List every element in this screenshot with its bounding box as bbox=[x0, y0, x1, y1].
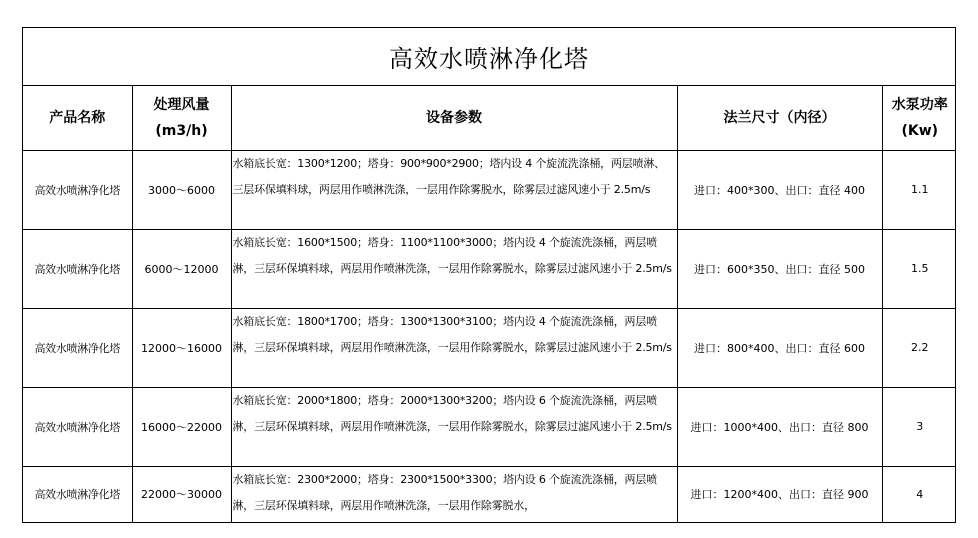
airflow-cell: 16000～22000 bbox=[132, 387, 231, 466]
product-name-cell: 高效水喷淋净化塔 bbox=[23, 229, 132, 308]
table-row bbox=[23, 466, 956, 522]
header-name: 产品名称 bbox=[23, 86, 132, 150]
header-row bbox=[23, 86, 956, 150]
pump-power-cell: 3 bbox=[882, 387, 956, 466]
table-row bbox=[23, 229, 956, 308]
header-flow-unit: (m3/h) bbox=[155, 122, 208, 139]
table-row bbox=[23, 308, 956, 387]
params-cell: 水箱底长宽：2000*1800；塔身：2000*1300*3200；塔内设 6 个旋流洗涤桶，两层喷淋，三层环保填料球，两层用作喷淋洗涤，一层用作除雾脱水，除雾层过滤风速小于 2.5m/s bbox=[231, 387, 677, 466]
header-power bbox=[882, 86, 956, 150]
airflow-cell: 6000～12000 bbox=[132, 229, 231, 308]
airflow-cell: 12000～16000 bbox=[132, 308, 231, 387]
pump-power-cell: 2.2 bbox=[882, 308, 956, 387]
params-cell: 水箱底长宽：1600*1500；塔身：1100*1100*3000；塔内设 4 个旋流洗涤桶，两层喷淋，三层环保填料球，两层用作喷淋洗涤，一层用作除雾脱水，除雾层过滤风速小于 2.5m/s bbox=[231, 229, 677, 308]
product-name-cell: 高效水喷淋净化塔 bbox=[23, 387, 132, 466]
product-name-cell: 高效水喷淋净化塔 bbox=[23, 150, 132, 229]
flange-cell: 进口：400*300、出口：直径 400 bbox=[677, 150, 882, 229]
table-row bbox=[23, 387, 956, 466]
params-cell: 水箱底长宽：1800*1700；塔身：1300*1300*3100；塔内设 4 个旋流洗涤桶，两层喷淋，三层环保填料球，两层用作喷淋洗涤，一层用作除雾脱水，除雾层过滤风速小于 2.5m/s bbox=[231, 308, 677, 387]
product-name-cell: 高效水喷淋净化塔 bbox=[23, 308, 132, 387]
airflow-cell: 3000～6000 bbox=[132, 150, 231, 229]
params-cell: 水箱底长宽：2300*2000；塔身：2300*1500*3300；塔内设 6 个旋流洗涤桶，两层喷淋，三层环保填料球，两层用作喷淋洗涤，一层用作除雾脱水， bbox=[231, 466, 677, 522]
header-flow bbox=[132, 86, 231, 150]
header-power-unit: (Kw) bbox=[901, 122, 939, 139]
flange-cell: 进口：1000*400、出口：直径 800 bbox=[677, 387, 882, 466]
document-title: 高效水喷淋净化塔 bbox=[389, 45, 589, 73]
product-name-cell: 高效水喷淋净化塔 bbox=[34, 488, 121, 502]
header-params: 设备参数 bbox=[231, 86, 677, 150]
table-row bbox=[23, 150, 956, 229]
airflow-cell: 22000～30000 bbox=[132, 466, 231, 522]
params-cell: 水箱底长宽：1300*1200；塔身：900*900*2900；塔内设 4 个旋流洗涤桶，两层喷淋、三层环保填料球，两层用作喷淋洗涤，一层用作除雾脱水，除雾层过滤风速小于 2.5m/s bbox=[231, 150, 677, 229]
pump-power-cell: 4 bbox=[882, 466, 956, 522]
spec-sheet bbox=[22, 27, 956, 523]
flange-cell: 进口：800*400、出口：直径 600 bbox=[677, 308, 882, 387]
pump-power-cell: 1.1 bbox=[882, 150, 956, 229]
title-row bbox=[23, 28, 955, 86]
flange-cell: 进口：1200*400、出口：直径 900 bbox=[677, 466, 882, 522]
header-flange: 法兰尺寸（内径） bbox=[677, 86, 882, 150]
spec-table bbox=[23, 86, 956, 522]
pump-power-cell: 1.5 bbox=[882, 229, 956, 308]
header-flow-label: 处理风量 bbox=[153, 96, 210, 113]
header-power-label: 水泵功率 bbox=[891, 96, 948, 113]
flange-cell: 进口：600*350、出口：直径 500 bbox=[677, 229, 882, 308]
